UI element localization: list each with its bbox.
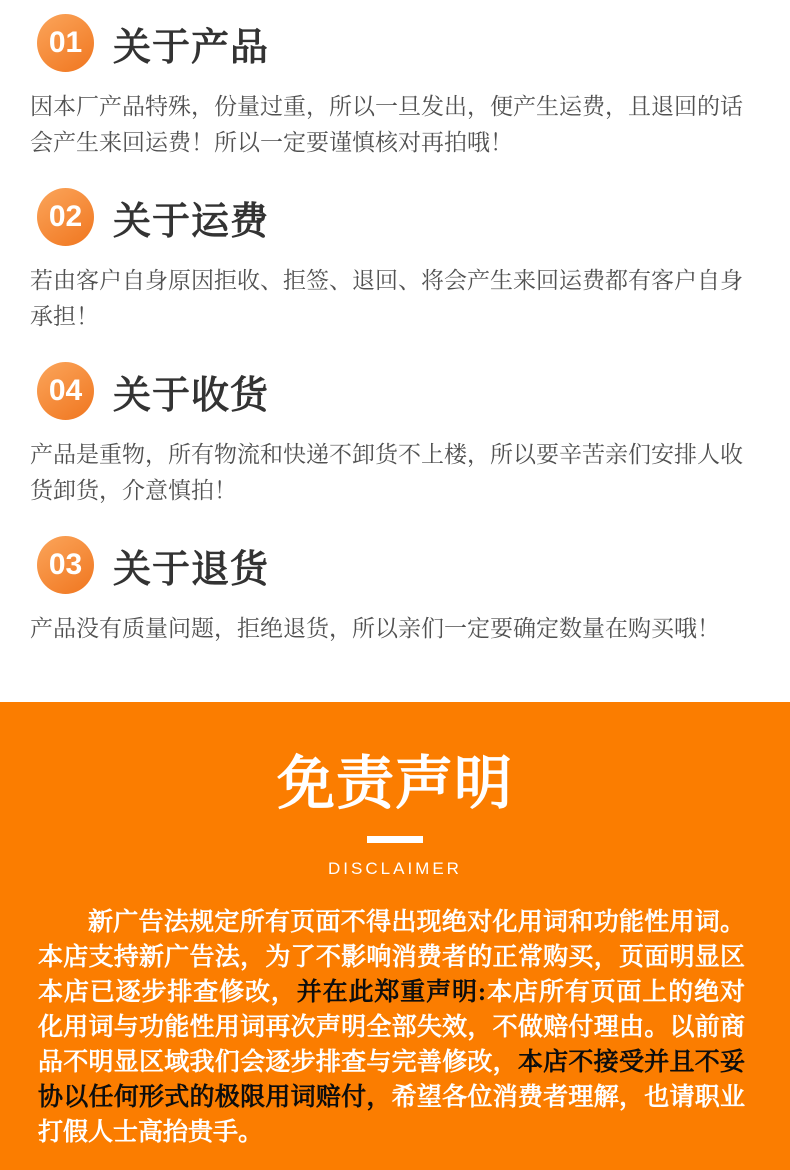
disclaimer-segment: 新广告法规定所有页面不得出现绝对化用词和功能性用词。本店支持新广告法，为了不影响消费者的正常购买，页面明显区本店已逐步排查修改， (38, 909, 745, 1006)
disclaimer-title: 免责声明 (276, 751, 513, 816)
notice-section-shipping-fee (30, 188, 760, 334)
section-body-text: 若由客户自身原因拒收、拒签、退回、将会产生来回运费都有客户自身承担！ (30, 267, 743, 329)
disclaimer-segment: 本店不接受并且不妥协以任何形式的极限用词赔付， (38, 1049, 745, 1111)
section-title: 关于产品 (113, 26, 270, 69)
section-title: 关于收货 (113, 374, 270, 417)
disclaimer-subtitle: DISCLAIMER (328, 859, 462, 878)
section-header (30, 362, 760, 420)
section-title: 关于退货 (113, 548, 270, 591)
notice-section-product (30, 14, 760, 160)
section-number-badge (37, 14, 94, 72)
section-body-text: 因本厂产品特殊，份量过重，所以一旦发出，便产生运费，且退回的话会产生来回运费！所以一定要谨慎核对再拍哦！ (30, 93, 743, 155)
section-header (30, 14, 760, 72)
divider-line (367, 836, 423, 843)
section-header (30, 536, 760, 594)
notice-section-receiving (30, 362, 760, 508)
section-number-badge (37, 188, 94, 246)
disclaimer-panel (0, 702, 790, 1170)
section-number-badge (37, 362, 94, 420)
section-title: 关于运费 (113, 200, 270, 243)
notice-section-returns (30, 536, 760, 646)
section-number-badge (37, 536, 94, 594)
disclaimer-paragraph (38, 905, 745, 1150)
section-body-text: 产品是重物，所有物流和快递不卸货不上楼，所以要辛苦亲们安排人收货卸货，介意慎拍！ (30, 441, 743, 503)
disclaimer-segment: 希望各位消费者理解，也请职业打假人士高抬贵手。 (38, 1084, 745, 1146)
section-header (30, 188, 760, 246)
section-number: 03 (48, 548, 83, 581)
disclaimer-segment: 本店所有页面上的绝对化用词与功能性用词再次声明全部失效，不做赔付理由。以前商品不明显区域我们会逐步排查与完善修改， (38, 979, 745, 1076)
section-body-text: 产品没有质量问题，拒绝退货，所以亲们一定要确定数量在购买哦！ (30, 615, 720, 641)
section-number: 01 (48, 26, 83, 59)
section-number: 02 (48, 200, 83, 233)
disclaimer-segment: 并在此郑重声明: (296, 979, 487, 1006)
section-number: 04 (48, 374, 83, 407)
